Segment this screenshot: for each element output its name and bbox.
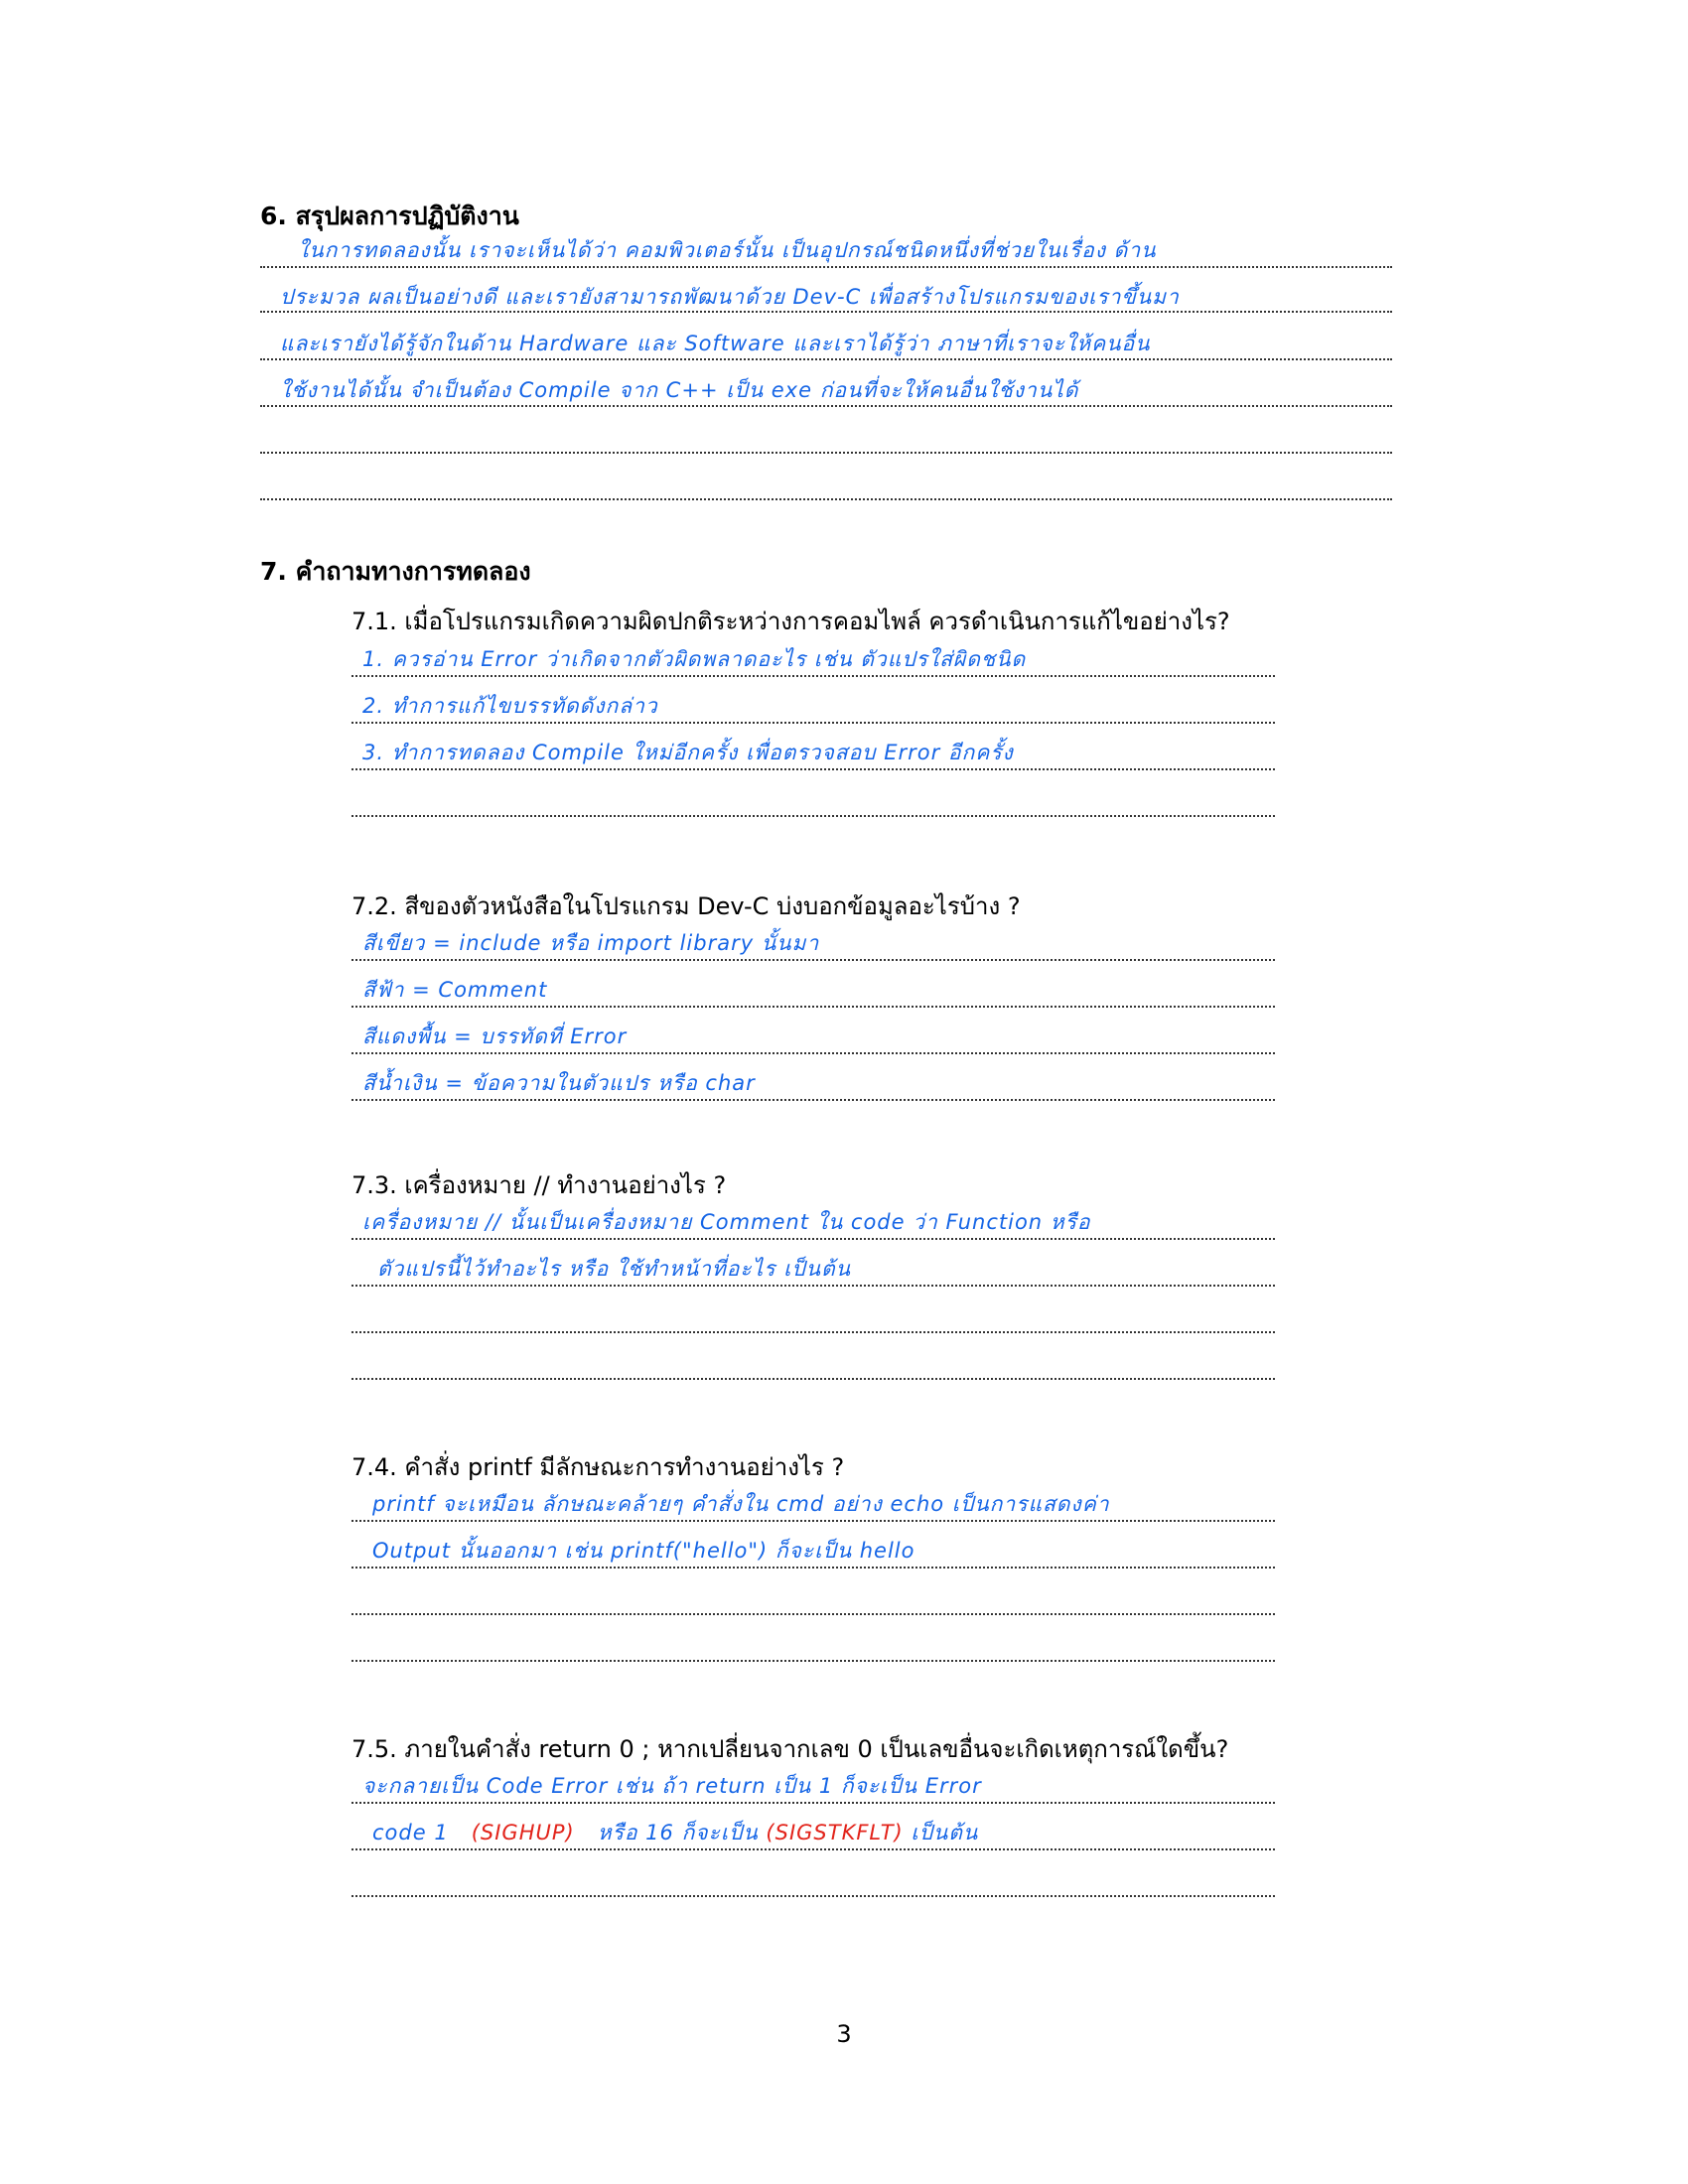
answer-line bbox=[260, 452, 1392, 454]
handwritten-answer: สีแดงพื้น = บรรทัดที่ Error bbox=[362, 1024, 628, 1048]
handwritten-answer: ประมวล ผลเป็นอย่างดี และเรายังสามารถพัฒนาด้วย Dev-C เพื่อสร้างโปรแกรมของเราขึ้นมา bbox=[280, 285, 1180, 309]
answer-line bbox=[352, 1895, 1275, 1897]
answer-line bbox=[352, 1331, 1275, 1333]
etc-text: เป็นต้น bbox=[911, 1821, 979, 1844]
handwritten-answer: 3. ทำการทดลอง Compile ใหม่อีกครั้ง เพื่อตรวจสอบ Error อีกครั้ง bbox=[362, 741, 1014, 764]
handwritten-answer: สีฟ้า = Comment bbox=[362, 978, 548, 1002]
error-code-1: code 1 bbox=[372, 1821, 449, 1844]
section-7-heading: 7. คำถามทางการทดลอง bbox=[260, 557, 531, 586]
handwritten-answer: ตัวแปรนี้ไว้ทำอะไร หรือ ใช้ทำหน้าที่อะไร เป็นต้น bbox=[377, 1257, 851, 1281]
handwritten-answer: ในการทดลองนั้น เราจะเห็นได้ว่า คอมพิวเตอร์นั้น เป็นอุปกรณ์ชนิดหนึ่งที่ช่วยในเรื่อง ด้าน bbox=[298, 238, 1157, 262]
question-7-2: 7.2. สีของตัวหนังสือในโปรแกรม Dev-C บ่งบอกข้อมูลอะไรบ้าง ? bbox=[352, 892, 1021, 920]
handwritten-answer: ใช้งานได้นั้น จำเป็นต้อง Compile จาก C++ เป็น exe ก่อนที่จะให้คนอื่นใช้งานได้ bbox=[280, 378, 1079, 402]
answer-line bbox=[260, 498, 1392, 500]
or-16-text: หรือ 16 ก็จะเป็น bbox=[597, 1821, 759, 1844]
question-7-5: 7.5. ภายในคำสั่ง return 0 ; หากเปลี่ยนจากเลข 0 เป็นเลขอื่นจะเกิดเหตุการณ์ใดขึ้น? bbox=[352, 1735, 1229, 1763]
handwritten-answer: สีเขียว = include หรือ import library นั้นมา bbox=[362, 931, 820, 955]
question-7-4: 7.4. คำสั่ง printf มีลักษณะการทำงานอย่างไร ? bbox=[352, 1453, 845, 1481]
handwritten-answer: 1. ควรอ่าน Error ว่าเกิดจากตัวผิดพลาดอะไร เช่น ตัวแปรใส่ผิดชนิด bbox=[362, 647, 1027, 671]
question-7-3: 7.3. เครื่องหมาย // ทำงานอย่างไร ? bbox=[352, 1171, 727, 1199]
sighup-code: (SIGHUP) bbox=[471, 1821, 575, 1844]
question-7-1: 7.1. เมื่อโปรแกรมเกิดความผิดปกติระหว่างการคอมไพล์ ควรดำเนินการแก้ไขอย่างไร? bbox=[352, 608, 1230, 635]
handwritten-answer-with-codes bbox=[372, 1817, 978, 1849]
handwritten-answer: สีน้ำเงิน = ข้อความในตัวแปร หรือ char bbox=[362, 1071, 756, 1095]
section-6-heading: 6. สรุปผลการปฏิบัติงาน bbox=[260, 202, 519, 230]
sigstkflt-code: (SIGSTKFLT) bbox=[766, 1821, 904, 1844]
answer-line bbox=[352, 815, 1275, 817]
handwritten-answer: 2. ทำการแก้ไขบรรทัดดังกล่าว bbox=[362, 694, 658, 718]
handwritten-answer: จะกลายเป็น Code Error เช่น ถ้า return เป็น 1 ก็จะเป็น Error bbox=[362, 1774, 982, 1798]
handwritten-answer: printf จะเหมือน ลักษณะคล้ายๆ คำสั่งใน cmd อย่าง echo เป็นการแสดงค่า bbox=[372, 1492, 1110, 1516]
answer-line bbox=[352, 1378, 1275, 1380]
page-number: 3 bbox=[836, 2020, 852, 2048]
handwritten-answer: เครื่องหมาย // นั้นเป็นเครื่องหมาย Comment ใน code ว่า Function หรือ bbox=[362, 1210, 1091, 1234]
answer-line bbox=[352, 1660, 1275, 1662]
handwritten-answer: Output นั้นออกมา เช่น printf("hello") ก็จะเป็น hello bbox=[372, 1539, 915, 1563]
answer-line bbox=[352, 1613, 1275, 1615]
handwritten-answer: และเรายังได้รู้จักในด้าน Hardware และ Software และเราได้รู้ว่า ภาษาที่เราจะให้คนอื่น bbox=[280, 332, 1151, 355]
